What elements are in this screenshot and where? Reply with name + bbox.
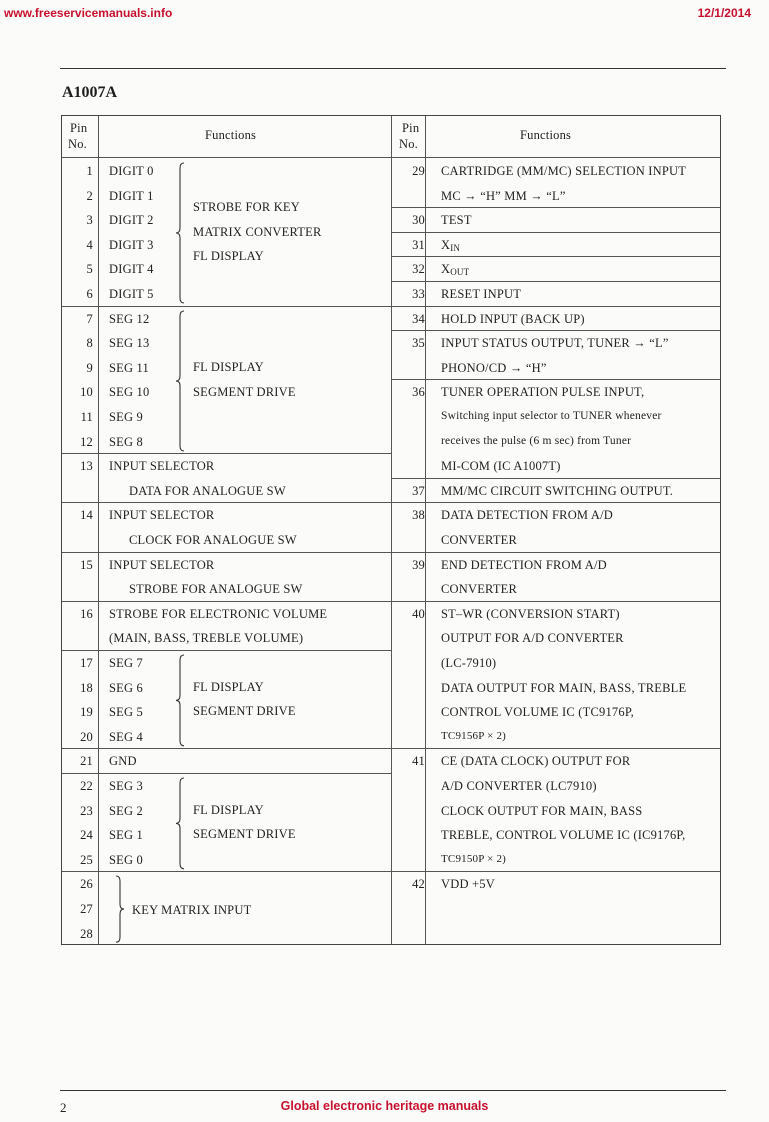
brace-icon bbox=[174, 162, 186, 304]
row-divider bbox=[62, 871, 391, 872]
pin-number: 8 bbox=[86, 336, 93, 351]
pin-number: 38 bbox=[412, 508, 425, 523]
row-divider bbox=[391, 748, 720, 749]
pin-function: INPUT SELECTOR bbox=[109, 508, 215, 523]
pin-function: HOLD INPUT (BACK UP) bbox=[441, 311, 585, 326]
pin-number: 21 bbox=[80, 754, 93, 769]
row-divider bbox=[391, 552, 720, 553]
pin-function: TEST bbox=[441, 213, 472, 228]
pin-function: $X_{IN}$ bbox=[441, 237, 461, 253]
row-divider bbox=[391, 871, 720, 872]
pin-function-line2: CLOCK FOR ANALOGUE SW bbox=[129, 533, 297, 547]
pin-number: 6 bbox=[86, 287, 93, 301]
group-label: STROBE FOR KEY bbox=[193, 200, 300, 215]
pin-function: SEG 12 bbox=[109, 311, 150, 326]
top-rule bbox=[60, 68, 726, 69]
pin-number: 32 bbox=[412, 262, 425, 277]
row-divider bbox=[391, 478, 720, 479]
pin-number: 10 bbox=[80, 385, 93, 400]
pin-function: SEG 1 bbox=[109, 828, 143, 843]
row-divider bbox=[62, 306, 391, 307]
pin-function: receives the pulse (6 m sec) from Tuner bbox=[441, 434, 632, 447]
functions-header: Functions bbox=[205, 128, 257, 142]
group-label: SEGMENT DRIVE bbox=[193, 384, 296, 399]
pin-function: RESET INPUT bbox=[441, 287, 522, 301]
pin-number: 13 bbox=[80, 459, 93, 474]
pin-function: CONVERTER bbox=[441, 533, 518, 547]
column-divider bbox=[391, 116, 392, 944]
row-divider bbox=[62, 157, 720, 158]
group-label: KEY MATRIX INPUT bbox=[132, 902, 252, 917]
pin-number: 11 bbox=[80, 410, 93, 424]
row-divider bbox=[62, 748, 391, 749]
pin-function: VDD +5V bbox=[441, 877, 495, 892]
pin-number: 2 bbox=[86, 188, 93, 203]
pin-number: 28 bbox=[80, 926, 93, 941]
pin-function-line2: STROBE FOR ANALOGUE SW bbox=[129, 582, 303, 597]
column-divider bbox=[98, 116, 99, 944]
pin-function: SEG 9 bbox=[109, 410, 143, 424]
pin-header: Pin bbox=[402, 121, 420, 135]
footer-text: Global electronic heritage manuals bbox=[280, 1099, 489, 1113]
pin-number: 40 bbox=[412, 606, 425, 621]
pin-function: DIGIT 4 bbox=[109, 262, 154, 277]
row-divider bbox=[391, 207, 720, 208]
pin-function: ST–WR (CONVERSION START) bbox=[441, 606, 620, 621]
pin-function: OUTPUT FOR A/D CONVERTER bbox=[441, 631, 624, 646]
pin-function: TC9150P × 2) bbox=[441, 852, 507, 865]
pin-function: Switching input selector to TUNER whenever bbox=[441, 410, 662, 422]
pin-function-line2: DATA FOR ANALOGUE SW bbox=[129, 483, 286, 498]
pin-function: SEG 3 bbox=[109, 779, 143, 793]
row-divider bbox=[391, 256, 720, 257]
pin-function: SEG 2 bbox=[109, 803, 143, 818]
pin-number: 9 bbox=[86, 360, 93, 375]
pin-function: (LC-7910) bbox=[441, 656, 497, 670]
pin-number: 4 bbox=[86, 237, 93, 252]
pin-function: SEG 5 bbox=[109, 705, 143, 720]
row-divider bbox=[62, 552, 391, 553]
pin-function: SEG 11 bbox=[109, 360, 149, 375]
pin-number: 3 bbox=[86, 213, 93, 228]
row-divider bbox=[62, 502, 391, 503]
functions-header: Functions bbox=[520, 128, 572, 142]
pin-number: 37 bbox=[412, 483, 425, 498]
no-header: No. bbox=[399, 137, 419, 151]
subscript: OUT bbox=[450, 267, 470, 278]
pin-function: DIGIT 2 bbox=[109, 213, 154, 228]
no-header: No. bbox=[68, 137, 88, 151]
row-divider bbox=[391, 232, 720, 233]
pin-function: TC9156P × 2) bbox=[441, 729, 507, 742]
pin-header: Pin bbox=[70, 121, 88, 135]
brace-icon bbox=[174, 654, 186, 747]
pin-function: $X_{OUT}$ bbox=[441, 262, 470, 278]
pin-function: SEG 0 bbox=[109, 852, 143, 867]
pin-number: 42 bbox=[412, 877, 425, 892]
group-label: MATRIX CONVERTER bbox=[193, 224, 322, 239]
pin-function: DIGIT 0 bbox=[109, 164, 154, 178]
subscript: IN bbox=[450, 242, 461, 253]
row-divider bbox=[391, 281, 720, 282]
pin-number: 20 bbox=[80, 729, 93, 744]
pin-function: DATA OUTPUT FOR MAIN, BASS, TREBLE bbox=[441, 680, 687, 695]
pin-function: MC → “H” MM → “L” bbox=[441, 188, 566, 203]
pin-function: TREBLE, CONTROL VOLUME IC (IC9176P, bbox=[441, 828, 686, 843]
group-label: FL DISPLAY bbox=[193, 802, 264, 817]
pin-number: 19 bbox=[80, 705, 93, 720]
page-number: 2 bbox=[60, 1100, 67, 1115]
pin-function: DIGIT 5 bbox=[109, 287, 154, 301]
pin-number: 30 bbox=[412, 213, 425, 228]
pin-function: INPUT STATUS OUTPUT, TUNER → “L” bbox=[441, 336, 669, 351]
pin-function-line2: (MAIN, BASS, TREBLE VOLUME) bbox=[109, 631, 304, 646]
row-divider bbox=[391, 379, 720, 380]
row-divider bbox=[391, 330, 720, 331]
doc-title: A1007A bbox=[62, 84, 118, 101]
group-label: FL DISPLAY bbox=[193, 249, 264, 264]
pin-function: CLOCK OUTPUT FOR MAIN, BASS bbox=[441, 803, 643, 818]
pin-function: CONVERTER bbox=[441, 582, 518, 597]
brace-icon bbox=[174, 310, 186, 452]
group-label: FL DISPLAY bbox=[193, 679, 264, 694]
pin-function: MI-COM (IC A1007T) bbox=[441, 459, 561, 474]
pin-function: PHONO/CD → “H” bbox=[441, 360, 547, 375]
pin-number: 14 bbox=[80, 508, 93, 523]
pin-number: 41 bbox=[412, 754, 425, 769]
group-label: SEGMENT DRIVE bbox=[193, 704, 296, 719]
pin-number: 16 bbox=[80, 606, 93, 621]
pin-function-table bbox=[61, 115, 721, 945]
pin-function: END DETECTION FROM A/D bbox=[441, 557, 607, 572]
pin-function: DIGIT 1 bbox=[109, 188, 154, 203]
brace-icon bbox=[114, 875, 126, 943]
pin-function: MM/MC CIRCUIT SWITCHING OUTPUT. bbox=[441, 483, 674, 498]
row-divider bbox=[391, 601, 720, 602]
pin-number: 17 bbox=[80, 656, 93, 670]
pin-number: 25 bbox=[80, 852, 93, 867]
pin-function: SEG 8 bbox=[109, 434, 143, 449]
group-label: FL DISPLAY bbox=[193, 360, 264, 374]
pin-number: 5 bbox=[86, 262, 93, 277]
pin-number: 15 bbox=[80, 557, 93, 572]
pin-function: CARTRIDGE (MM/MC) SELECTION INPUT bbox=[441, 164, 687, 178]
group-label: SEGMENT DRIVE bbox=[193, 827, 296, 842]
pin-function: A/D CONVERTER (LC7910) bbox=[441, 779, 597, 793]
pin-function: INPUT SELECTOR bbox=[109, 459, 215, 474]
pin-number: 24 bbox=[80, 828, 93, 843]
pin-number: 31 bbox=[412, 237, 425, 252]
header-date: 12/1/2014 bbox=[697, 6, 751, 20]
row-divider bbox=[62, 453, 391, 454]
site-url[interactable]: www.freeservicemanuals.info bbox=[4, 6, 173, 20]
pin-number: 1 bbox=[86, 164, 93, 178]
pin-function: DIGIT 3 bbox=[109, 237, 154, 252]
pin-number: 18 bbox=[80, 680, 93, 695]
pin-number: 27 bbox=[80, 902, 93, 916]
row-divider bbox=[62, 650, 391, 651]
brace-icon bbox=[174, 777, 186, 870]
pin-function: GND bbox=[109, 754, 137, 769]
pin-function: SEG 13 bbox=[109, 336, 150, 351]
pin-number: 26 bbox=[80, 877, 93, 892]
pin-function: SEG 4 bbox=[109, 729, 143, 744]
pin-function: INPUT SELECTOR bbox=[109, 557, 215, 572]
pin-function: SEG 6 bbox=[109, 680, 143, 695]
pin-function: CONTROL VOLUME IC (TC9176P, bbox=[441, 705, 634, 720]
row-divider bbox=[391, 502, 720, 503]
pin-number: 36 bbox=[412, 385, 425, 400]
pin-function: STROBE FOR ELECTRONIC VOLUME bbox=[109, 606, 328, 621]
pin-number: 22 bbox=[80, 779, 93, 793]
pin-function: TUNER OPERATION PULSE INPUT, bbox=[441, 385, 645, 400]
row-divider bbox=[391, 306, 720, 307]
pin-number: 29 bbox=[412, 164, 425, 178]
row-divider bbox=[62, 601, 391, 602]
column-divider bbox=[425, 116, 426, 944]
pin-function: SEG 10 bbox=[109, 385, 150, 400]
pin-function: SEG 7 bbox=[109, 656, 143, 670]
pin-number: 12 bbox=[80, 434, 93, 449]
pin-function: DATA DETECTION FROM A/D bbox=[441, 508, 614, 523]
pin-number: 35 bbox=[412, 336, 425, 351]
bottom-rule bbox=[60, 1090, 726, 1091]
pin-function: CE (DATA CLOCK) OUTPUT FOR bbox=[441, 754, 631, 769]
pin-number: 33 bbox=[412, 287, 425, 301]
pin-number: 39 bbox=[412, 557, 425, 572]
pin-number: 7 bbox=[86, 311, 93, 326]
row-divider bbox=[62, 773, 391, 774]
pin-number: 23 bbox=[80, 803, 93, 818]
pin-number: 34 bbox=[412, 311, 425, 326]
